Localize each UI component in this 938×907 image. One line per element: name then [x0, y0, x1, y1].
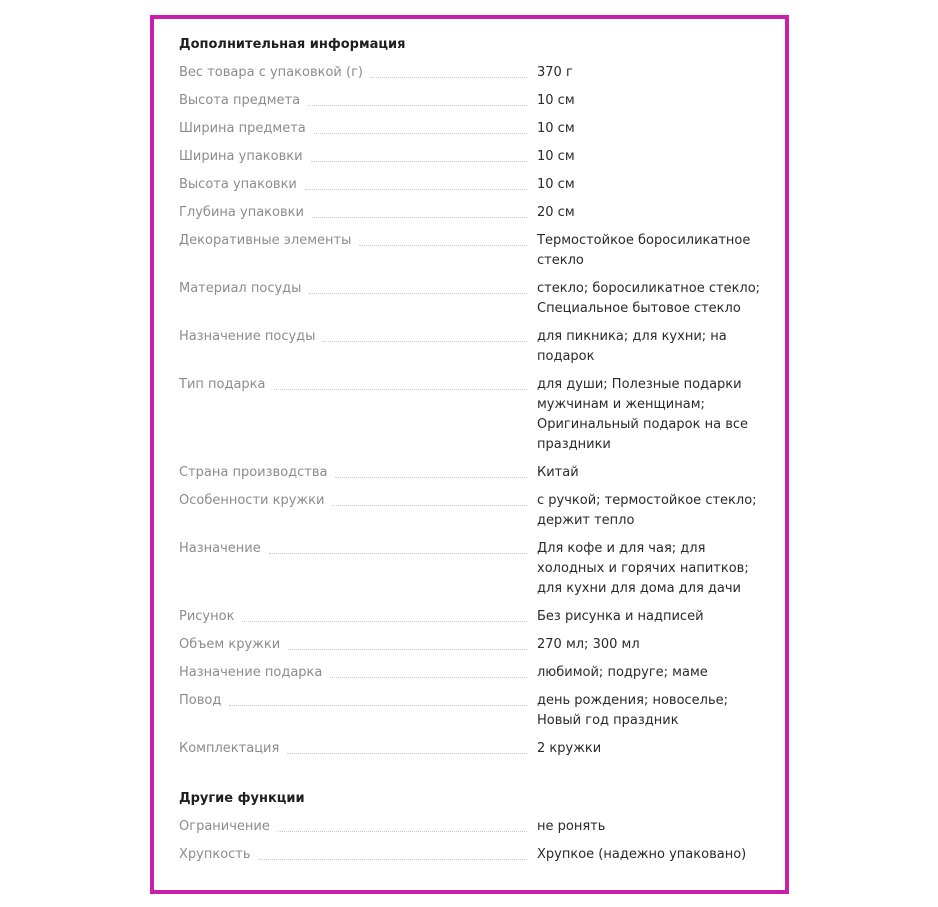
spec-value: 20 см	[537, 205, 575, 220]
spec-value: Термостойкое боросиликатное стекло	[537, 233, 751, 268]
spec-label-cell	[179, 119, 537, 139]
spec-value: Китай	[537, 465, 579, 480]
spec-row	[179, 841, 765, 869]
spec-label: Высота предмета	[179, 93, 301, 108]
spec-value: любимой; подруге; маме	[537, 665, 708, 680]
spec-value: 370 г	[537, 65, 573, 80]
spec-value: день рождения; новоселье; Новый год праздник	[537, 693, 729, 728]
spec-label: Назначение	[179, 541, 261, 556]
spec-label-cell	[179, 175, 537, 195]
spec-label: Особенности кружки	[179, 493, 325, 508]
spec-value: с ручкой; термостойкое стекло; держит тепло	[537, 493, 757, 528]
spec-label-cell	[179, 635, 537, 655]
spec-label-cell	[179, 63, 537, 83]
spec-label: Рисунок	[179, 609, 235, 624]
dotted-leader	[309, 279, 527, 294]
spec-label-cell	[179, 607, 537, 627]
spec-label-cell	[179, 817, 537, 837]
spec-label: Вес товара с упаковкой (г)	[179, 65, 363, 80]
spec-label-cell	[179, 739, 537, 759]
dotted-leader	[274, 375, 528, 390]
spec-value: стекло; боросиликатное стекло; Специальное бытовое стекло	[537, 281, 761, 316]
spec-label: Декоративные элементы	[179, 233, 352, 248]
spec-label-cell	[179, 845, 537, 865]
spec-row	[179, 459, 765, 487]
dotted-leader	[314, 119, 527, 134]
spec-value: 2 кружки	[537, 741, 602, 756]
spec-label-cell	[179, 539, 537, 599]
dotted-leader	[308, 91, 527, 106]
spec-value: Без рисунка и надписей	[537, 609, 704, 624]
spec-label: Назначение посуды	[179, 329, 316, 344]
spec-label: Ширина предмета	[179, 121, 306, 136]
spec-value: не ронять	[537, 819, 606, 834]
spec-row	[179, 371, 765, 459]
section-gap	[179, 763, 765, 785]
spec-row	[179, 275, 765, 323]
dotted-leader	[332, 491, 527, 506]
dotted-leader	[259, 845, 527, 860]
spec-row	[179, 487, 765, 535]
spec-value: 10 см	[537, 177, 575, 192]
spec-label: Назначение подарка	[179, 665, 323, 680]
spec-label: Высота упаковки	[179, 177, 297, 192]
spec-value: 270 мл; 300 мл	[537, 637, 640, 652]
spec-label: Материал посуды	[179, 281, 302, 296]
section-title: Дополнительная информация	[179, 37, 406, 52]
spec-row	[179, 813, 765, 841]
spec-row	[179, 535, 765, 603]
spec-label-cell	[179, 91, 537, 111]
spec-row	[179, 735, 765, 763]
section-title: Другие функции	[179, 791, 305, 806]
spec-value: 10 см	[537, 93, 575, 108]
dotted-leader	[330, 663, 527, 678]
specs-panel	[150, 15, 789, 894]
spec-value: 10 см	[537, 121, 575, 136]
spec-value: Хрупкое (надежно упаковано)	[537, 847, 747, 862]
spec-row	[179, 115, 765, 143]
dotted-leader	[242, 607, 527, 622]
dotted-leader	[323, 327, 527, 342]
spec-row	[179, 323, 765, 371]
spec-row	[179, 631, 765, 659]
spec-label-cell	[179, 463, 537, 483]
dotted-leader	[305, 175, 527, 190]
specs-content	[179, 31, 765, 869]
spec-row	[179, 659, 765, 687]
spec-row	[179, 227, 765, 275]
dotted-leader	[287, 739, 527, 754]
dotted-leader	[312, 203, 527, 218]
spec-row	[179, 687, 765, 735]
dotted-leader	[311, 147, 527, 162]
spec-label: Ограничение	[179, 819, 270, 834]
spec-label-cell	[179, 327, 537, 367]
spec-value: для души; Полезные подарки мужчинам и женщинам; Оригинальный подарок на все праздники	[537, 377, 748, 452]
dotted-leader	[229, 691, 527, 706]
spec-label: Глубина упаковки	[179, 205, 304, 220]
spec-row	[179, 199, 765, 227]
spec-label-cell	[179, 663, 537, 683]
spec-row	[179, 171, 765, 199]
spec-value: 10 см	[537, 149, 575, 164]
spec-label: Тип подарка	[179, 377, 266, 392]
spec-label: Повод	[179, 693, 222, 708]
spec-label: Комплектация	[179, 741, 280, 756]
spec-row	[179, 143, 765, 171]
spec-value: Для кофе и для чая; для холодных и горячих напитков; для кухни для дома для дачи	[537, 541, 749, 596]
spec-label-cell	[179, 147, 537, 167]
spec-label-cell	[179, 231, 537, 271]
dotted-leader	[335, 463, 527, 478]
dotted-leader	[371, 63, 527, 78]
spec-label-cell	[179, 491, 537, 531]
spec-row	[179, 603, 765, 631]
spec-value: для пикника; для кухни; на подарок	[537, 329, 727, 364]
spec-row	[179, 87, 765, 115]
spec-label: Хрупкость	[179, 847, 251, 862]
dotted-leader	[359, 231, 527, 246]
spec-row	[179, 59, 765, 87]
spec-label-cell	[179, 375, 537, 455]
spec-label-cell	[179, 691, 537, 731]
spec-label: Объем кружки	[179, 637, 281, 652]
spec-label: Ширина упаковки	[179, 149, 303, 164]
spec-label-cell	[179, 279, 537, 319]
dotted-leader	[288, 635, 527, 650]
dotted-leader	[269, 539, 527, 554]
dotted-leader	[278, 817, 527, 832]
spec-label-cell	[179, 203, 537, 223]
spec-label: Страна производства	[179, 465, 328, 480]
